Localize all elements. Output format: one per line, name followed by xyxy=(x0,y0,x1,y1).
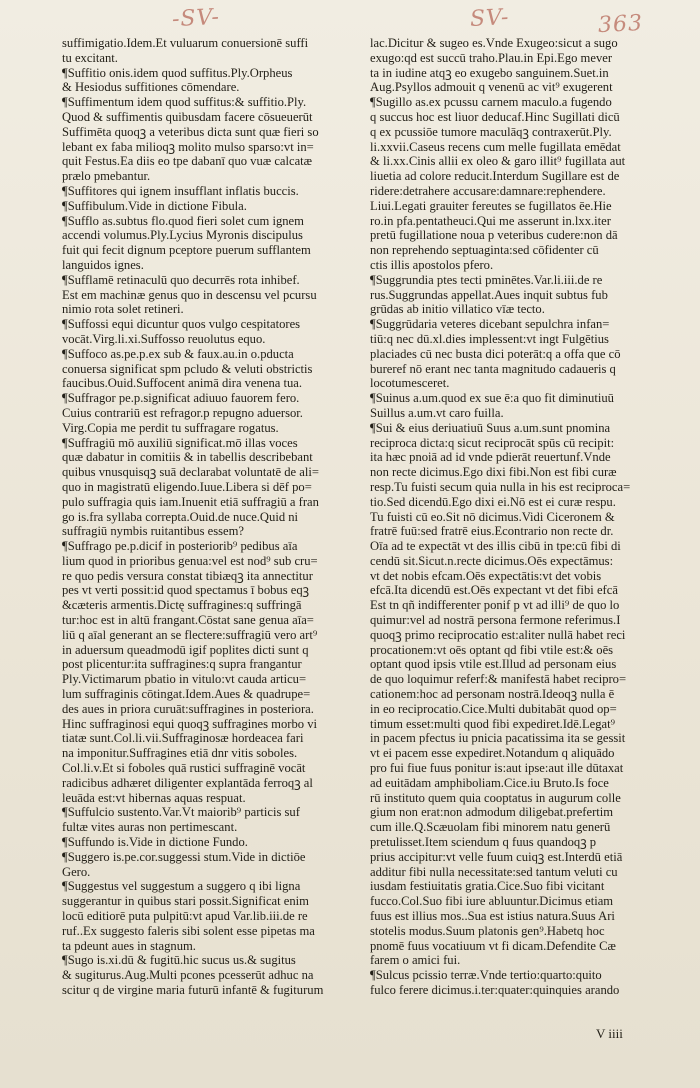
text-line: Suillus a.um.vt caro fuilla. xyxy=(370,405,504,420)
text-line: ita hæc pnoiā ad id vnde pdierāt reuertunf.Vnde xyxy=(370,450,611,465)
text-line: timum esset:multi quod fibi expediret.Idē.Legat⁹ xyxy=(370,716,616,731)
marginal-mark-center: SV- xyxy=(469,4,511,33)
text-line: lium quod in prioribus genua:vel est nod⁹ sub cru= xyxy=(62,553,318,568)
text-line: leuāda est:vt hibernas aquas respuat. xyxy=(62,790,246,805)
text-line: in pacem pfectus iu pnicia pacatissima ita se gessit xyxy=(370,731,626,746)
text-line: nimio rota solet retineri. xyxy=(62,302,184,317)
text-line: na imponitur.Suffragines etiā dnr vitis soboles. xyxy=(62,746,298,761)
text-line: des aues in priora curuāt:suffragines in posteriora. xyxy=(62,701,314,716)
text-line: fuus est illius mos..Sua est istius natura.Suus Ari xyxy=(370,909,615,924)
text-line: vocāt.Virg.li.xi.Suffosso reuolutus equo. xyxy=(62,331,266,346)
text-line: Tu fuisti cū eo.Sit nō dicimus.Vidi Ciceronem & xyxy=(370,509,615,524)
text-line: ¶Sugo is.xi.dū & fugitū.hic sucus us.& sugitus xyxy=(62,953,296,968)
text-line: procationem:vt oēs optant qd fibi vtile est:& oēs xyxy=(370,642,614,657)
text-line: scitur q de virgine maria futurū infantē & fugiturum xyxy=(62,983,324,997)
text-line: liū q aīal generant an se flectere:suffragiū vero art⁹ xyxy=(62,627,318,642)
text-line: lebant ex faba milioqꝫ molito mulso sparso:vt in= xyxy=(62,139,314,154)
text-line: quibus vnusquisqꝫ suā declarabat voluntatē de ali= xyxy=(62,465,319,480)
text-line: Gero. xyxy=(62,864,91,879)
text-line: cationem:hoc ad personam nostrā.Ideoqꝫ nulla ē xyxy=(370,687,615,702)
text-line: go is.fra syllaba correpta.Ouid.de nuce.Quid ni xyxy=(62,509,299,524)
text-line: grūdas ab initio villatico vīæ tecto. xyxy=(370,302,545,317)
text-line: stotelis modus.Suum platonis gen⁹.Habetq hoc xyxy=(370,923,605,938)
text-line: ad euitādam amphiboliam.Cice.iu Bruto.Is foce xyxy=(370,775,609,790)
text-line: pretulisset.Item sciendum q fuus quandoqꝫ p xyxy=(370,835,597,850)
right-text-column xyxy=(370,36,652,998)
text-line: in eo reciprocatio.Cice.Multi dubitabāt quod op= xyxy=(370,701,617,716)
text-line: rū instituto quem quia cooptatus in augurum colle xyxy=(370,790,621,805)
text-line: Est em machinæ genus quo in descensu vel pcursu xyxy=(62,287,317,302)
text-line: ¶Sui & eius deriuatiuū Suus a.um.sunt pnomina xyxy=(370,420,611,435)
text-line: ¶Suffossi equi dicuntur quos vulgo cespitatores xyxy=(62,317,301,332)
text-line: ridere:detrahere accusare:damnare:rephendere. xyxy=(370,183,606,198)
text-line: liuetia ad colore reducit.Interdum Sugillare est de xyxy=(370,169,620,184)
text-line: post plicentur:ita suffragines:q supra frangantur xyxy=(62,657,302,672)
folio-number: 363 xyxy=(597,10,644,39)
text-line: vt det nobis efcam.Oēs expectātis:vt det vobis xyxy=(370,568,602,583)
text-line: fucco.Col.Suo fibi iure abluuntur.Dicimus etiam xyxy=(370,894,614,909)
text-line: farem o amici fui. xyxy=(370,953,461,968)
text-line: pretū fugillatione noua p veteribus cudere:non dā xyxy=(370,228,618,243)
text-line: & sugiturus.Aug.Multi pcones pcesserūt adhuc na xyxy=(62,968,314,983)
text-line: fuit qui fecit dignum pceptore puerum sufflantem xyxy=(62,243,311,258)
text-line: ro.in pfa.pentatheuci.Qui me asserunt in.lxx.iter xyxy=(370,213,611,228)
text-line: ¶Suffoco as.pe.p.ex sub & faux.au.in o.pducta xyxy=(62,346,294,361)
text-line: lum suffraginis cōtingat.Idem.Aues & quadrupe= xyxy=(62,687,311,702)
text-line: vt ei pacem esse expediret.Notandum q aliquādo xyxy=(370,746,615,761)
text-line: optant quod ipsis vtile est.Illud ad personam eius xyxy=(370,657,617,672)
text-line: ta pdeunt aues in stagnum. xyxy=(62,938,196,953)
text-line: tu excitant. xyxy=(62,50,118,65)
text-line: fultæ vites auras non pertimescant. xyxy=(62,820,238,835)
text-line: Liui.Legati grauiter fereutes se fugillatos ēe.Hie xyxy=(370,198,612,213)
text-line: quoqꝫ primo reciprocatio est:aliter nullā habet reci xyxy=(370,627,626,642)
text-line: quimur:vel ad nostrā persona fermone referimus.I xyxy=(370,613,621,628)
text-line: quit Festus.Ea diis eo tpe dabanī quo vuæ calcatæ xyxy=(62,154,313,169)
text-line: ¶Suggero is.pe.cor.suggessi stum.Vide in dictiōe xyxy=(62,849,306,864)
text-line: ¶Suggrundia ptes tecti pminētes.Var.li.iii.de re xyxy=(370,272,603,287)
text-line: Col.li.v.Et si foboles quā rustici suffraginē vocāt xyxy=(62,761,306,776)
text-line: ¶Suffitio onis.idem quod suffitus.Ply.Orpheus xyxy=(62,65,293,80)
text-line: &cæteris armentis.Dictę suffragines:q suffringā xyxy=(62,598,302,613)
text-line: iusdam festiuitatis gratia.Cice.Suo fibi vicitant xyxy=(370,879,605,894)
text-line: re quo pedis versura constat tibiæqꝫ ita annectitur xyxy=(62,568,313,583)
text-line: ¶Suinus a.um.quod ex sue ē:a quo fit diminutiuū xyxy=(370,391,614,406)
text-line: prælo pmebantur. xyxy=(62,169,151,184)
text-line: q ex pcussiōe tumore maculāqꝫ contraxerūt.Ply. xyxy=(370,124,612,139)
text-line: tiatæ sunt.Col.li.vii.Suffraginosæ hordeacea fari xyxy=(62,731,304,746)
text-line: cum ille.Q.Scæuolam fibi minorem natu generū xyxy=(370,820,611,835)
text-line: ta in iudine atqꝫ eo exugebo sanguinem.Suet.in xyxy=(370,65,609,80)
text-line: rus.Suggrundas appellat.Aues inquit subtus fub xyxy=(370,287,608,302)
text-line: cendū sit.Sicut.n.recte dicimus.Oēs expectāmus: xyxy=(370,553,614,568)
text-line: fulco ferere dicimus.i.ter:quater:quinquies arando xyxy=(370,983,620,997)
text-line: accendi volumus.Ply.Lycius Myronis discipulus xyxy=(62,228,303,243)
text-line: suffragiū nymbis ruitantibus essem? xyxy=(62,524,245,539)
text-line: reciproca dicta:q sicut reciprocāt spūs cū recipit: xyxy=(370,435,615,450)
text-line: additur fibi nulla necessitate:sed tantum veluti cu xyxy=(370,864,618,879)
text-line: suffimigatio.Idem.Et vuluarum conuersionē suffi xyxy=(62,36,309,50)
text-line: ¶Suggrūdaria veteres dicebant sepulchra infan= xyxy=(370,317,610,332)
text-line: exugo:qd est succū traho.Plau.in Epi.Ego mever xyxy=(370,50,613,65)
text-line: Aug.Psyllos admouit q venenū ac vit⁹ exugerent xyxy=(370,80,613,95)
text-line: tur:hoc est in altū frangant.Cōstat sane genua aīa= xyxy=(62,613,314,628)
text-line: ¶Sugillo as.ex pcussu carnem maculo.a fugendo xyxy=(370,95,612,110)
text-line: pes vt verti possit:id quod spectamus ī bobus eqꝫ xyxy=(62,583,310,598)
signature-mark: V iiii xyxy=(596,1026,623,1041)
text-line: ¶Suffragor pe.p.significat adiuuo fauorem fero. xyxy=(62,391,300,406)
text-line: tio.Sed dicendū.Ego dixi ei.Nō est ei curæ respu. xyxy=(370,494,616,509)
text-line: ¶Suffundo is.Vide in dictione Fundo. xyxy=(62,835,248,850)
text-line: quo in magistratū eligendo.Iuue.Libera si dēf po= xyxy=(62,479,312,494)
text-line: Oīa ad te expectāt vt des illis cibū in tpe:cū fibi di xyxy=(370,539,621,554)
text-line: ¶Suffibulum.Vide in dictione Fibula. xyxy=(62,198,247,213)
text-line: prius accipitur:vt velle fuum cuiqꝫ est.Interdū etiā xyxy=(370,849,623,864)
text-line: efcā.Ita dicendū est.Oēs expectant vt det fibi efcā xyxy=(370,583,618,598)
text-line: placiades cū nec busta dici poterāt:q a offa que cō xyxy=(370,346,621,361)
marginal-mark-left: -SV- xyxy=(171,4,221,33)
text-line: non reprehendo septuaginta:sed cōfidenter cū xyxy=(370,243,599,258)
text-line: faucibus.Ouid.Suffocent animā dira venena tua. xyxy=(62,376,303,391)
text-line: fratrē fuū:sed fratrē eius.Econtrario non recte dr. xyxy=(370,524,614,539)
text-line: ¶Sulcus pcissio terræ.Vnde tertio:quarto:quito xyxy=(370,968,602,983)
text-line: li.xxvii.Caseus recens cum melle fugillata emēdat xyxy=(370,139,621,154)
text-line: ¶Suffrago pe.p.dicif in posteriorib⁹ pedibus aīa xyxy=(62,539,298,554)
text-line: & li.xx.Cinis allii ex oleo & garo illit⁹ fugillata aut xyxy=(370,154,626,169)
text-line: tiū:q nec dū.xl.dies implessent:vt ingt Fulgētius xyxy=(370,331,609,346)
text-line: ¶Suffulcio sustento.Var.Vt maiorib⁹ particis suf xyxy=(62,805,300,820)
text-line: de quo loquimur referf:& manifestā habet recipro= xyxy=(370,672,627,687)
text-line: Est tn qñ indifferenter ponif p vt ad illi⁹ de quo lo xyxy=(370,598,620,613)
text-line: q succus hoc est liuor deducaf.Hinc Sugillati dicū xyxy=(370,109,620,124)
text-line: Cuius contrariū est refragor.p repugno aduersor. xyxy=(62,405,303,420)
text-line: bureref nō erant nec tanta magnitudo cadaueris q xyxy=(370,361,616,376)
text-line: Hinc suffraginosi equi quoqꝫ suffragines morbo vi xyxy=(62,716,318,731)
text-line: ruf..Ex suggesto faleris sibi solent esse pipetas ma xyxy=(62,923,315,938)
text-line: ctis illis apostolos pfero. xyxy=(370,257,494,272)
left-text-column xyxy=(62,36,354,998)
text-line: Ply.Victimarum pbatio in vitulo:vt cauda articu= xyxy=(62,672,307,687)
text-line: ¶Suffragiū mō auxiliū significat.mō illas voces xyxy=(62,435,298,450)
text-line: pro fui fiue fuus ponitur is:aut ipse:aut ille dūtaxat xyxy=(370,761,624,776)
text-line: ¶Suffitores qui ignem insufflant inflatis buccis. xyxy=(62,183,299,198)
text-line: suggerantur in quibus stari possit.Significat enim xyxy=(62,894,309,909)
text-line: quæ dabatur in comitiis & in tabellis describebant xyxy=(62,450,313,465)
text-line: conuersa significat spm pcludo & veluti obstrictis xyxy=(62,361,313,376)
text-line: locū editiorē puta pulpitū:vt apud Var.lib.iii.de re xyxy=(62,909,308,924)
text-line: Suffimēta quoqꝫ a veteribus dicta sunt quæ fieri so xyxy=(62,124,319,139)
text-line: ¶Sufflamē retinaculū quo decurrēs rota inhibef. xyxy=(62,272,300,287)
text-line: non recte dicimus.Ego dixi fibi.Non est fibi curæ xyxy=(370,465,617,480)
text-line: lac.Dicitur & sugeo es.Vnde Exugeo:sicut a sugo xyxy=(370,36,618,50)
text-line: pnomē fuus vocatiuum vt fi dicam.Defendite Cæ xyxy=(370,938,616,953)
text-line: radicibus adhæret diligenter explantāda ferroqꝫ al xyxy=(62,775,313,790)
text-line: in aduersum queadmodū igif poplites dicti sunt q xyxy=(62,642,309,657)
text-line: Quod & suffimentis quibusdam facere cōsueuerūt xyxy=(62,109,313,124)
text-line: languidos ignes. xyxy=(62,257,144,272)
text-line: & Hesiodus suffitiones cōmendare. xyxy=(62,80,240,95)
text-line: ¶Suffimentum idem quod suffitus:& suffitio.Ply. xyxy=(62,95,307,110)
text-line: locotumesceret. xyxy=(370,376,450,391)
text-line: resp.Tu fuisti secum quia nulla in his est reciproca= xyxy=(370,479,631,494)
text-line: ¶Suggestus vel suggestum a suggero q ibi ligna xyxy=(62,879,301,894)
text-line: pulo suffragia quis iam.Inuenit etiā suffragiū a fran xyxy=(62,494,319,509)
text-line: Virg.Copia me perdit tu suffragare rogatus. xyxy=(62,420,279,435)
text-line: gium non erat:non admodum diligebat.prefertim xyxy=(370,805,614,820)
text-line: ¶Sufflo as.subtus flo.quod fieri solet cum ignem xyxy=(62,213,304,228)
